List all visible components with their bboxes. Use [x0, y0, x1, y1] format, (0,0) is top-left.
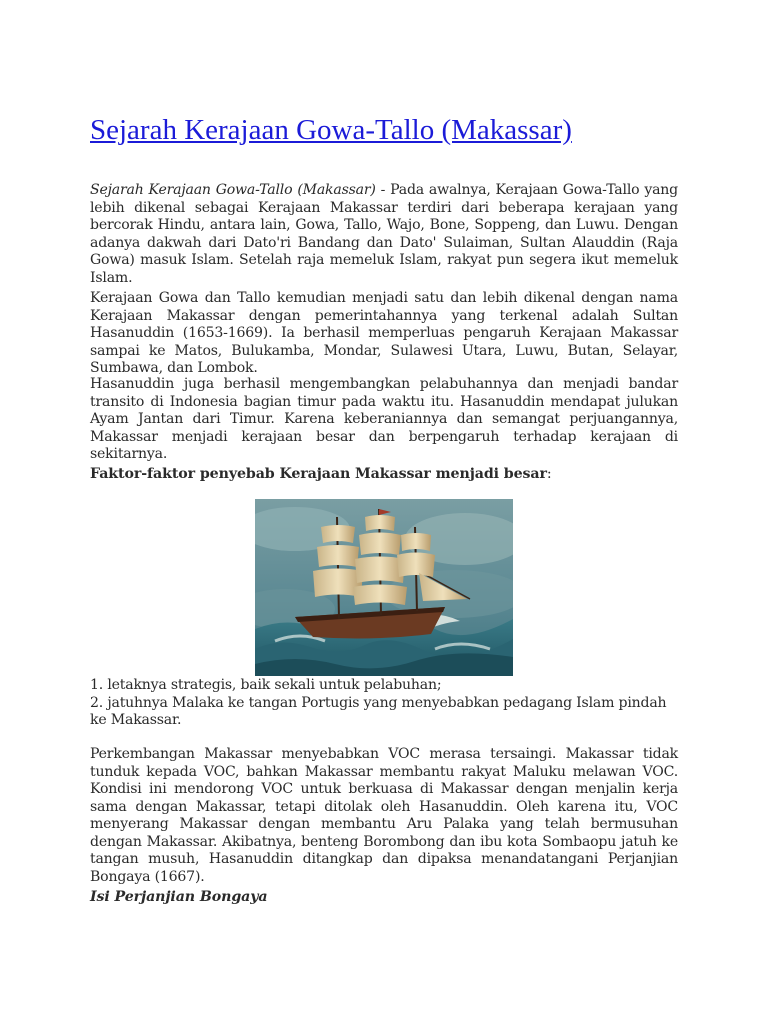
factors-heading-colon: :: [546, 466, 552, 482]
intro-lead: Sejarah Kerajaan Gowa-Tallo (Makassar): [90, 182, 376, 198]
paragraph-hasanuddin: Kerajaan Gowa dan Tallo kemudian menjadi satu dan lebih dikenal dengan nama Kerajaan Makassar dengan pemerintahannya yang terkenal adalah Sultan Hasanuddin (1653-1669). Ia berhasil memperluas pengaruh Kerajaan Makassar sampai ke Matos, Bulukamba, Mondar, Sulawesi Utara, Luwu, Butan, Selayar, Sumbawa, dan Lombok.: [90, 290, 678, 376]
paragraph-transito: Hasanuddin juga berhasil mengembangkan pelabuhannya dan menjadi bandar transito di Indonesia bagian timur pada waktu itu. Hasanuddin mendapat julukan Ayam Jantan dari Timur. Karena keberaniannya dan semangat perjuangannya, Makassar menjadi kerajaan besar dan berpengaruh terhadap kerajaan di sekitarnya.: [90, 376, 678, 462]
factors-heading: [90, 465, 552, 483]
page-title[interactable]: Sejarah Kerajaan Gowa-Tallo (Makassar): [90, 114, 572, 146]
paragraph-voc: Perkembangan Makassar menyebabkan VOC merasa tersaingi. Makassar tidak tunduk kepada VOC, bahkan Makassar membantu rakyat Maluku melawan VOC. Kondisi ini mendorong VOC untuk berkuasa di Makassar dengan menjalin kerja sama dengan Makassar, tetapi ditolak oleh Hasanuddin. Oleh karena itu, VOC menyerang Makassar dengan membantu Aru Palaka yang telah bermusuhan dengan Makassar. Akibatnya, benteng Borombong dan ibu kota Sombaopu jatuh ke tangan musuh, Hasanuddin ditangkap dan dipaksa menandatangani Perjanjian Bongaya (1667).: [90, 746, 678, 885]
list-item: 2. jatuhnya Malaka ke tangan Portugis yang menyebabkan pedagang Islam pindah ke Makassar.: [90, 694, 667, 728]
ship-painting-image: [255, 499, 513, 676]
treaty-heading: Isi Perjanjian Bongaya: [90, 889, 268, 905]
factors-heading-text: Faktor-faktor penyebab Kerajaan Makassar menjadi besar: [90, 466, 547, 482]
factors-list: [90, 677, 678, 730]
paragraph-intro: [90, 182, 678, 287]
list-item: 1. letaknya strategis, baik sekali untuk pelabuhan;: [90, 677, 442, 693]
intro-text: - Pada awalnya, Kerajaan Gowa-Tallo yang lebih dikenal sebagai Kerajaan Makassar terdiri dari beberapa kerajaan yang bercorak Hindu, antara lain, Gowa, Tallo, Wajo, Bone, Soppeng, dan Luwu. Dengan adanya dakwah dari Dato'ri Bandang dan Dato' Sulaiman, Sultan Alauddin (Raja Gowa) masuk Islam. Setelah raja memeluk Islam, rakyat pun segera ikut memeluk Islam.: [90, 182, 678, 286]
